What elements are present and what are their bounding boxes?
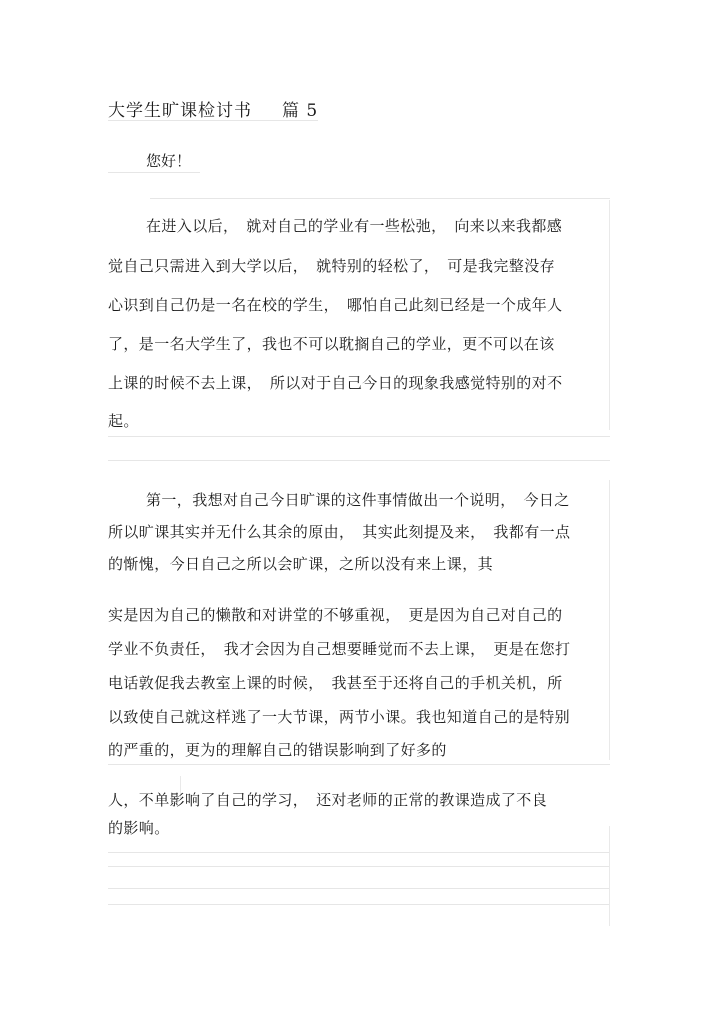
paragraph-2-line-3: 的惭愧，今日自己之所以会旷课，之所以没有来上课，其 (108, 555, 494, 573)
paragraph-1-line-5: 上课的时候不去上课， 所以对于自己今日的现象我感觉特别的对不 (108, 374, 563, 392)
guide-line (108, 172, 200, 173)
paragraph-3-line-1: 实是因为自己的懒散和对讲堂的不够重视， 更是因为自己对自己的 (108, 606, 563, 624)
paragraph-1-line-4: 了，是一名大学生了，我也不可以耽搁自己的学业，更不可以在该 (108, 335, 555, 353)
paragraph-3-line-5: 的严重的，更为的理解自己的错误影响到了好多的 (108, 741, 447, 759)
paragraph-3-line-2: 学业不负责任， 我才会因为自己想要睡觉而不去上课， 更是在您打 (108, 640, 571, 658)
paragraph-4-line-2: 的影响。 (108, 819, 170, 837)
paragraph-4-line-1: 人，不单影响了自己的学习， 还对老师的正常的教课造成了不良 (108, 791, 548, 809)
guide-line (108, 764, 610, 765)
guide-line (108, 436, 610, 437)
guide-line (108, 904, 610, 905)
paragraph-1-line-3: 心识到自己仍是一名在校的学生， 哪怕自己此刻已经是一个成年人 (108, 296, 563, 314)
paragraph-1-line-1: 在进入以后， 就对自己的学业有一些松弛， 向来以来我都感 (146, 217, 563, 235)
title-main: 大学生旷课检讨书 (108, 101, 252, 121)
guide-line (108, 866, 610, 867)
guide-line (609, 200, 610, 430)
guide-line (609, 480, 610, 760)
document-title (108, 96, 318, 121)
paragraph-2-line-2: 所以旷课其实并无什么其余的原由， 其实此刻提及来， 我都有一点 (108, 523, 571, 541)
paragraph-2-line-1: 第一，我想对自己今日旷课的这件事情做出一个说明， 今日之 (146, 491, 570, 509)
guide-line (108, 460, 610, 461)
guide-line (108, 888, 610, 889)
paragraph-3-line-3: 电话敦促我去教室上课的时候， 我甚至于还将自己的手机关机，所 (108, 674, 563, 692)
title-number: 篇 5 (282, 101, 319, 121)
paragraph-3-line-4: 以致使自己就这样逃了一大节课，两节小课。我也知道自己的是特别 (108, 708, 571, 726)
paragraph-1-line-6: 起。 (108, 412, 139, 430)
guide-line (150, 198, 610, 199)
greeting: 您好！ (146, 152, 192, 170)
paragraph-1-line-2: 觉自己只需进入到大学以后， 就特别的轻松了， 可是我完整没存 (108, 257, 556, 275)
guide-line (108, 852, 610, 853)
guide-line (609, 826, 610, 926)
